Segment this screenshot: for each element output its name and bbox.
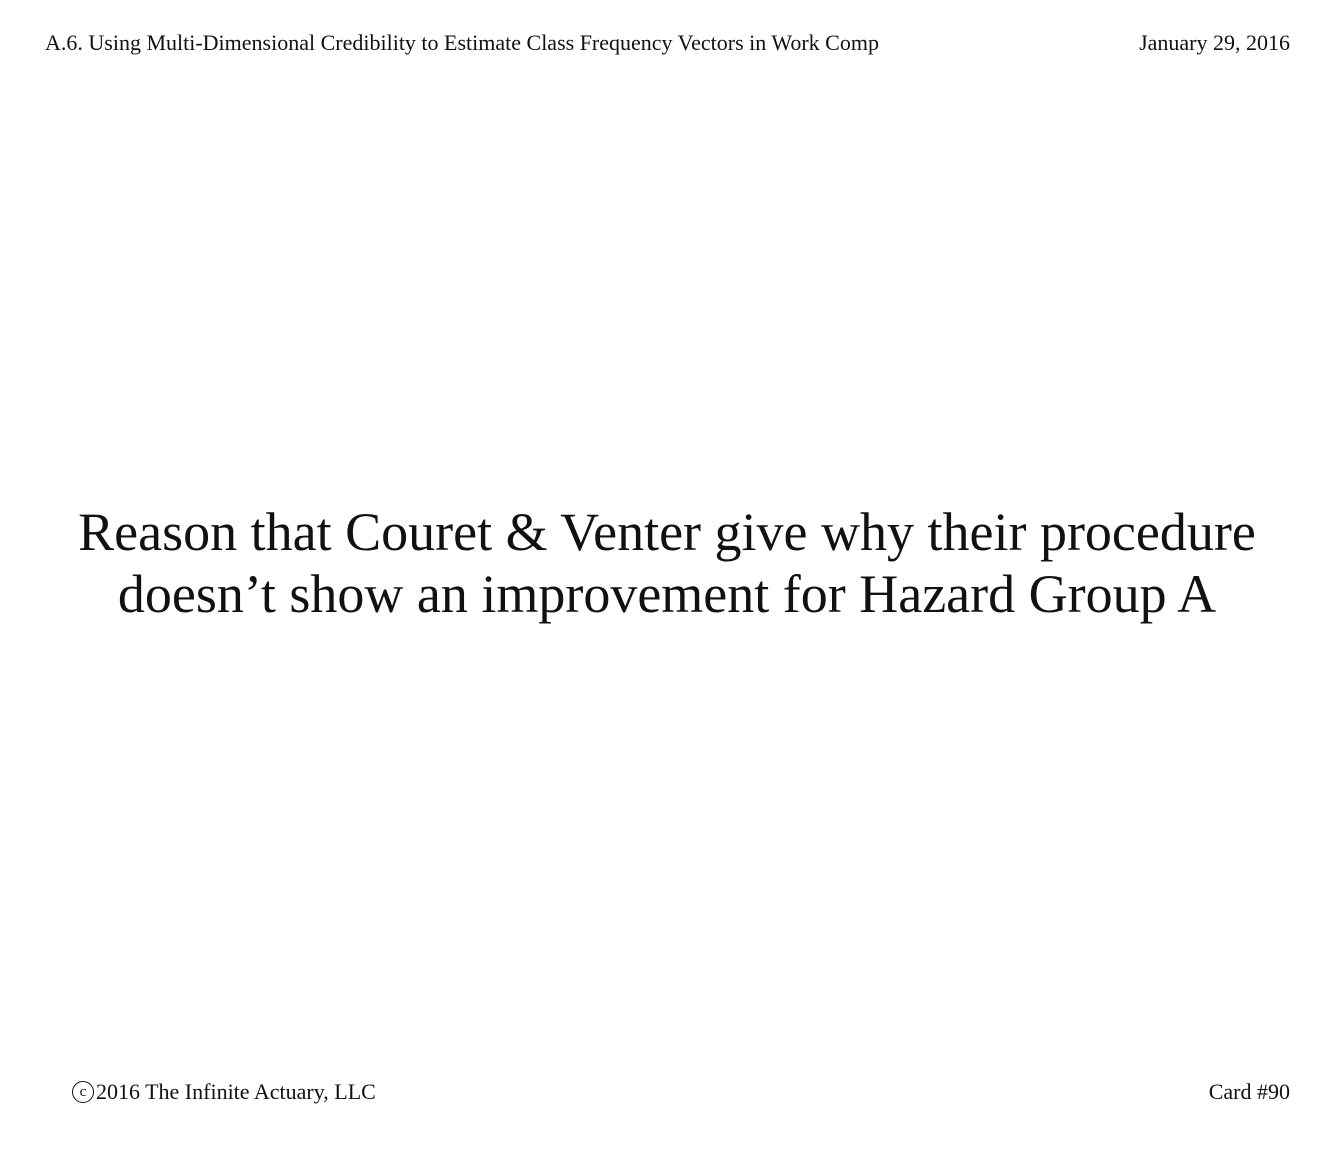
copyright-icon: c	[72, 1081, 94, 1103]
question-line-2: doesn’t show an improvement for Hazard Group A	[117, 564, 1217, 624]
card-question	[0, 501, 1334, 625]
section-title: A.6. Using Multi-Dimensional Credibility to Estimate Class Frequency Vectors in Work Comp	[45, 30, 879, 55]
card-number: Card #90	[1208, 1079, 1290, 1104]
copyright-notice	[72, 1078, 376, 1106]
question-line-1: Reason that Couret & Venter give why their procedure	[78, 502, 1256, 562]
header-date: January 29, 2016	[1139, 30, 1290, 55]
copyright-text: 2016 The Infinite Actuary, LLC	[96, 1079, 376, 1104]
